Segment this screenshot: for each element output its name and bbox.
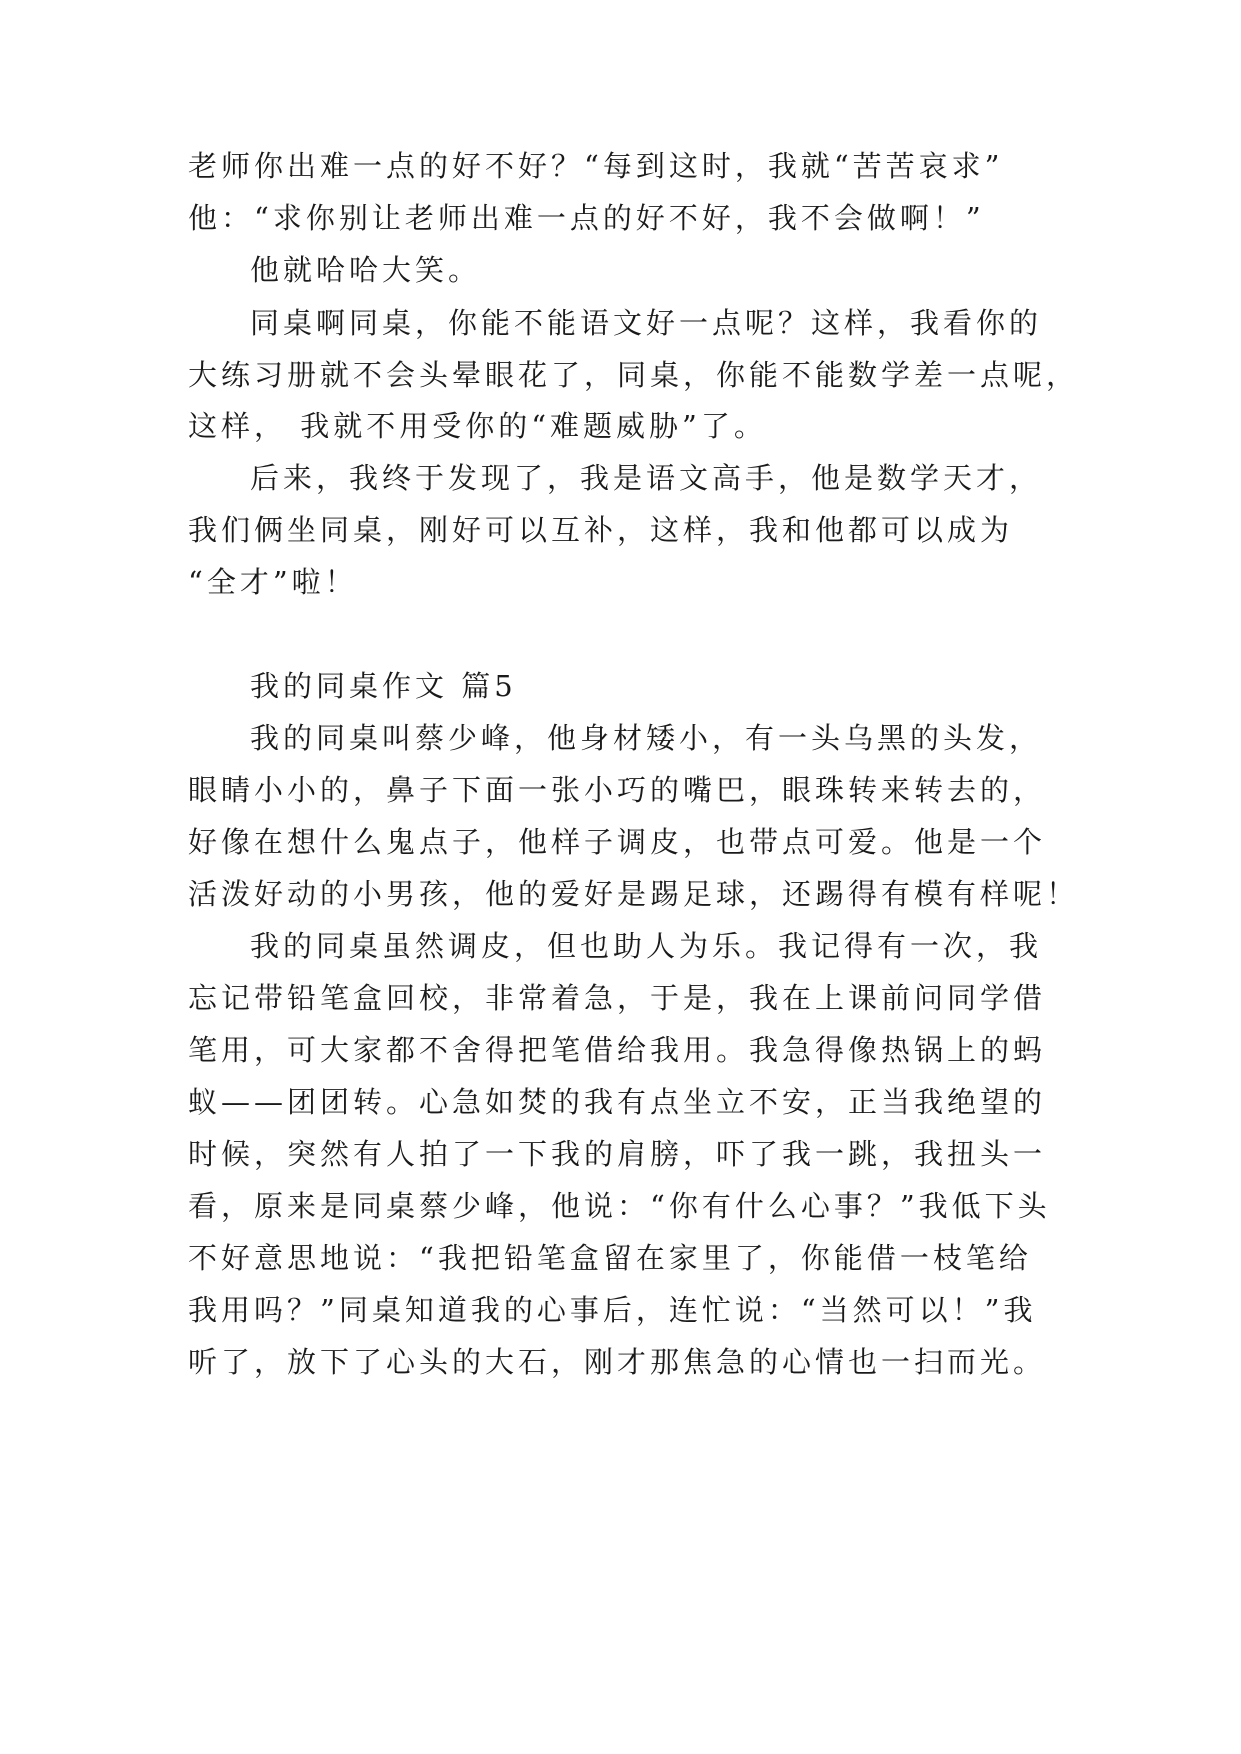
text-line: 我用吗？”同桌知道我的心事后，连忙说：“当然可以！”我 — [188, 1293, 1037, 1327]
text-line: 后来，我终于发现了，我是语文高手，他是数学天才， — [250, 461, 1043, 495]
text-line: 老师你出难一点的好不好？“每到这时，我就“苦苦哀求” — [188, 149, 1004, 183]
text-line: 不好意思地说：“我把铅笔盒留在家里了，你能借一枝笔给 — [188, 1241, 1032, 1275]
text-line: 时候，突然有人拍了一下我的肩膀，吓了我一跳，我扭头一 — [188, 1137, 1047, 1171]
text-line: 同桌啊同桌，你能不能语文好一点呢？这样，我看你的 — [250, 306, 1043, 340]
text-line: 笔用，可大家都不舍得把笔借给我用。我急得像热锅上的蚂 — [188, 1033, 1047, 1067]
text-line: 听了，放下了心头的大石，刚才那焦急的心情也一扫而光。 — [188, 1345, 1047, 1379]
text-line: 我们俩坐同桌，刚好可以互补，这样，我和他都可以成为 — [188, 513, 1014, 547]
text-line: 眼睛小小的，鼻子下面一张小巧的嘴巴，眼珠转来转去的， — [188, 773, 1047, 807]
text-line: 这样， 我就不用受你的“难题威胁”了。 — [188, 409, 767, 443]
text-line: 他：“求你别让老师出难一点的好不好，我不会做啊！” — [188, 201, 985, 235]
text-line: 蚁——团团转。心急如焚的我有点坐立不安，正当我绝望的 — [188, 1085, 1047, 1119]
text-line: 活泼好动的小男孩，他的爱好是踢足球，还踢得有模有样呢！ — [188, 877, 1080, 911]
text-line: 好像在想什么鬼点子，他样子调皮，也带点可爱。他是一个 — [188, 825, 1047, 859]
section-heading: 我的同桌作文 篇5 — [250, 669, 517, 703]
text-line: “全才”啦！ — [188, 565, 358, 599]
text-line: 大练习册就不会头晕眼花了，同桌，你能不能数学差一点呢， — [188, 358, 1080, 392]
text-line: 他就哈哈大笑。 — [250, 253, 482, 287]
text-line: 我的同桌叫蔡少峰，他身材矮小，有一头乌黑的头发， — [250, 721, 1043, 755]
text-line: 我的同桌虽然调皮，但也助人为乐。我记得有一次，我 — [250, 929, 1043, 963]
text-line: 忘记带铅笔盒回校，非常着急，于是，我在上课前问同学借 — [188, 981, 1047, 1015]
text-line: 看，原来是同桌蔡少峰，他说：“你有什么心事？”我低下头 — [188, 1189, 1051, 1223]
